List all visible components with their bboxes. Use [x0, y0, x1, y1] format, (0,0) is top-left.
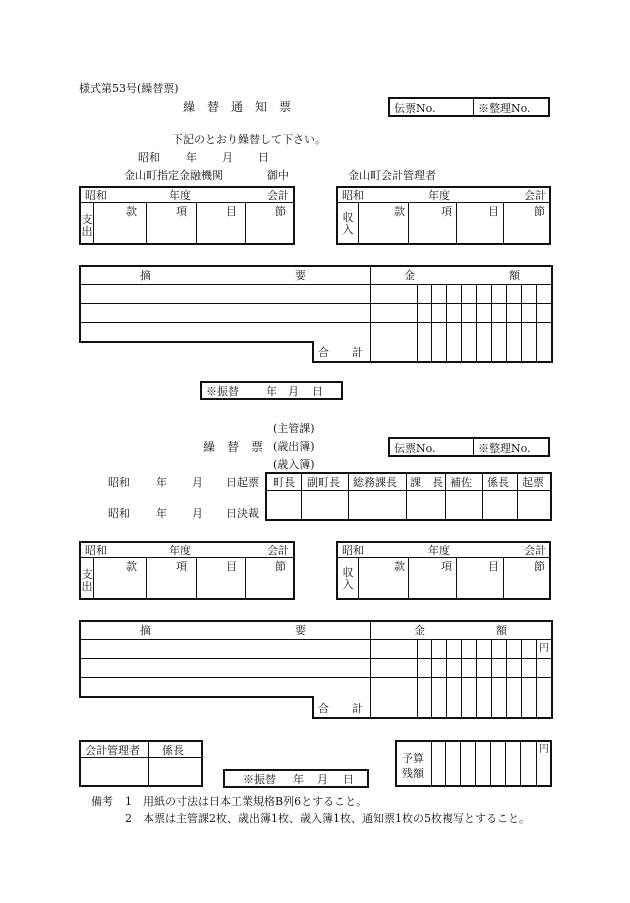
yen-unit: 円 [539, 643, 549, 654]
transfer-month: 月 [288, 385, 299, 398]
drafted-year: 年 [156, 476, 167, 489]
approver-section-chief: 課 長 [410, 476, 443, 489]
slip-title: 繰 替 票 [203, 440, 264, 454]
from-treasurer: 金山町会計管理者 [348, 169, 436, 182]
amount-header: 金 [414, 624, 425, 637]
notice-title: 繰 替 通 知 票 [183, 100, 292, 114]
col-moku: 目 [226, 560, 237, 573]
total-label-2: 計 [352, 346, 363, 359]
expense-label: 支出 [81, 568, 93, 593]
treasurer-stamp-box [79, 740, 203, 787]
col-kou: 項 [441, 560, 452, 573]
notice-income-table [336, 186, 551, 245]
transfer-label: ※振替 [243, 773, 276, 786]
ref-no-label: ※整理No. [478, 102, 531, 115]
summary-header: 摘 [140, 624, 151, 637]
transfer-year: 年 [266, 385, 277, 398]
transfer-day: 日 [312, 385, 323, 398]
year-label: 年度 [428, 189, 450, 202]
transfer-month: 月 [317, 773, 328, 786]
decided-day: 日決裁 [226, 507, 259, 520]
approver-mayor: 町長 [273, 476, 295, 489]
era-label: 昭和 [85, 544, 107, 557]
date-day: 日 [258, 151, 269, 164]
approver-general-affairs: 総務課長 [353, 476, 397, 489]
year-label: 年度 [169, 544, 191, 557]
approval-table [265, 472, 552, 521]
year-label: 年度 [428, 544, 450, 557]
approver-assistant: 補佐 [450, 476, 472, 489]
note-2-number: 2 [125, 812, 132, 825]
account-label: 会計 [524, 189, 546, 202]
onchu: 御中 [267, 169, 289, 182]
col-kan: 款 [394, 560, 405, 573]
notice-expense-table [79, 186, 295, 245]
slip-expense-table [79, 541, 295, 600]
treasurer-label: 会計管理者 [85, 744, 140, 757]
amount-header-2: 額 [496, 624, 507, 637]
transfer-label: ※振替 [206, 385, 239, 398]
col-kou: 項 [441, 205, 452, 218]
col-kou: 項 [176, 560, 187, 573]
col-moku: 目 [488, 560, 499, 573]
yen-unit: 円 [539, 744, 549, 755]
amount-header-2: 額 [509, 269, 520, 282]
col-setsu: 節 [275, 205, 286, 218]
drafted-day: 日起票 [226, 476, 259, 489]
budget-label: 予算 [402, 752, 424, 765]
note-1-text: 用紙の寸法は日本工業規格B列6とすること。 [143, 795, 368, 808]
transfer-day: 日 [343, 773, 354, 786]
era-label: 昭和 [342, 544, 364, 557]
col-moku: 目 [226, 205, 237, 218]
col-setsu: 節 [534, 560, 545, 573]
col-kan: 款 [126, 560, 137, 573]
dept-label: (主管課) [273, 422, 315, 435]
approver-deputy-mayor: 副町長 [307, 476, 340, 489]
account-label: 会計 [267, 544, 289, 557]
total-label: 合 [318, 346, 329, 359]
to-bank: 金山町指定金融機関 [124, 169, 223, 182]
notes-label: 備考 [91, 795, 113, 808]
summary-header: 摘 [140, 269, 151, 282]
transfer-box [200, 381, 343, 400]
era-label: 昭和 [342, 189, 364, 202]
note-2-text: 本票は主管課2枚、歳出簿1枚、歳入簿1枚、通知票1枚の5枚複写とすること。 [143, 812, 530, 825]
col-setsu: 節 [534, 205, 545, 218]
total-label: 合 [318, 702, 329, 715]
expense-book-label: (歳出簿) [273, 440, 315, 453]
decided-year: 年 [156, 507, 167, 520]
expense-label: 支出 [81, 213, 93, 238]
account-label: 会計 [524, 544, 546, 557]
col-moku: 目 [488, 205, 499, 218]
ref-no-label: ※整理No. [478, 442, 531, 455]
date-era: 昭和 [138, 151, 160, 164]
notice-slip-number-box [388, 97, 550, 117]
summary-header-2: 要 [295, 269, 306, 282]
col-kan: 款 [126, 205, 137, 218]
transfer-box-bottom [223, 769, 369, 788]
drafted-month: 月 [192, 476, 203, 489]
total-label-2: 計 [352, 702, 363, 715]
col-setsu: 節 [275, 560, 286, 573]
clerk-label: 係長 [162, 744, 184, 757]
slip-no-label: 伝票No. [394, 442, 436, 455]
decided-month: 月 [192, 507, 203, 520]
year-label: 年度 [169, 189, 191, 202]
date-month: 月 [222, 151, 233, 164]
approver-chief: 係長 [487, 476, 509, 489]
slip-income-table [336, 541, 551, 600]
instruction-text: 下記のとおり繰替して下さい。 [172, 133, 326, 146]
col-kou: 項 [176, 205, 187, 218]
form-number: 様式第53号(繰替票) [79, 82, 179, 95]
era-label: 昭和 [85, 189, 107, 202]
budget-balance-box [395, 740, 552, 787]
slip-no-label: 伝票No. [394, 102, 436, 115]
income-label: 収入 [342, 211, 354, 236]
approver-drafter: 起票 [522, 476, 544, 489]
decided-era: 昭和 [108, 507, 130, 520]
col-kan: 款 [394, 205, 405, 218]
amount-header: 金 [404, 269, 415, 282]
income-label: 収入 [342, 566, 354, 591]
note-1-number: 1 [125, 795, 132, 808]
date-year: 年 [186, 151, 197, 164]
balance-label: 残額 [402, 767, 424, 780]
transfer-year: 年 [293, 773, 304, 786]
slip-number-box [388, 437, 550, 457]
income-book-label: (歳入簿) [273, 458, 315, 471]
drafted-era: 昭和 [108, 476, 130, 489]
account-label: 会計 [267, 189, 289, 202]
summary-header-2: 要 [295, 624, 306, 637]
